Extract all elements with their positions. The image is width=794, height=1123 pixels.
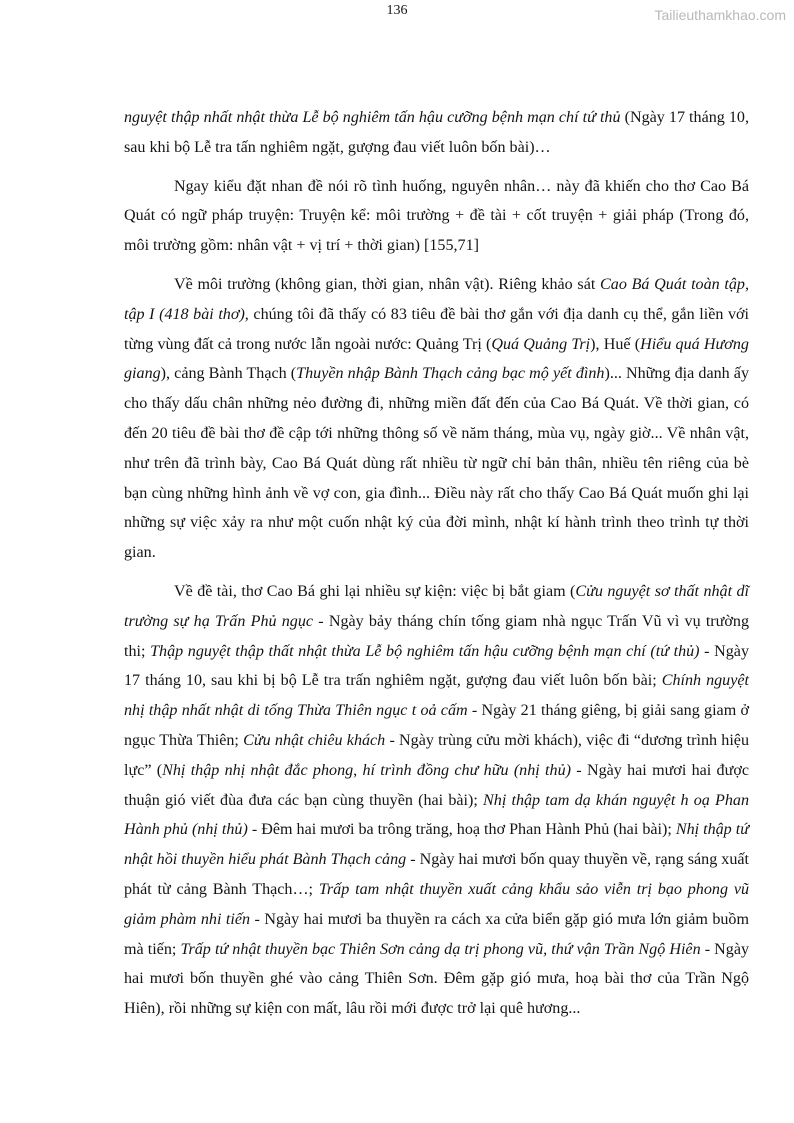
italic-title-run: Trấp tam nhật thuyền xuất cảng khẩu sảo viễn trị bạo phong vũ giảm phàm nhi tiến bbox=[124, 880, 750, 928]
italic-title-run: Cửu nhật chiêu khách bbox=[243, 731, 386, 749]
text-run: - Ngày 17 tháng 10, sau khi bị bộ Lễ tra trấn nghiêm ngặt, gượng đau viết luôn bốn bài; bbox=[124, 642, 749, 690]
italic-title-run: Hiểu quá Hương giang bbox=[124, 335, 749, 383]
paragraph-2 bbox=[124, 172, 749, 261]
italic-title-run: nguyệt thập nhất nhật thừa Lễ bộ nghiêm tấn hậu cưỡng bệnh mạn chí tứ thủ bbox=[124, 109, 621, 126]
text-run: - Ngày hai mươi ba thuyền ra cách xa cửa biển gặp gió mưa lớn giảm buồm mà tiến; bbox=[124, 910, 749, 958]
text-run: ), Huế ( bbox=[590, 335, 641, 353]
paragraph-1 bbox=[124, 103, 749, 163]
italic-title-run: Thập nguyệt thập thất nhật thừa Lễ bộ nghiêm tấn hậu cưỡng bệnh mạn chí (tứ thủ) bbox=[150, 642, 700, 660]
italic-title-run: Thuyền nhập Bành Thạch cảng bạc mộ yết đình bbox=[296, 365, 605, 383]
text-run: (Ngày 17 tháng 10, sau khi bộ Lễ tra tấn nghiêm ngặt, gượng đau viết luôn bốn bài)… bbox=[124, 109, 750, 156]
italic-title-run: Quá Quảng Trị bbox=[491, 335, 591, 353]
italic-title-run: Chính nguyệt nhị thập nhất nhật di tống Thừa Thiên ngục t oả cấm bbox=[124, 672, 749, 720]
paragraph-3 bbox=[124, 270, 749, 568]
italic-title-run: Nhị thập tứ nhật hồi thuyền hiểu phát Bành Thạch cảng bbox=[124, 821, 750, 869]
page-number: 136 bbox=[386, 3, 408, 18]
document-body bbox=[124, 103, 749, 1024]
text-run: - Ngày trùng cửu mời khách), việc đi “dương trình hiệu lực” ( bbox=[124, 731, 749, 779]
text-run: Ngay kiểu đặt nhan đề nói rõ tình huống, nguyên nhân… này đã khiến cho thơ Cao Bá Quát có ngữ pháp truyện: Truyện kể: môi trường + đề tài + cốt truyện + giải pháp (Trong đó, môi trường gồm: nhân vật + vị trí + thời gian) [155,71] bbox=[124, 177, 749, 255]
text-run: - Ngày 21 tháng giêng, bị giải sang giam ở ngục Thừa Thiên; bbox=[124, 702, 749, 749]
italic-title-run: Cửu nguyệt sơ thất nhật dĩ trường sự hạ Trấn Phủ ngục bbox=[124, 582, 749, 630]
text-run: - Ngày hai mươi bốn thuyền ghé vào cảng Thiên Sơn. Đêm gặp gió mưa, hoạ bài thơ của Trần Ngộ Hiên), rồi những sự kiện con mất, lâu rồi mới được trở lại quê hương... bbox=[124, 940, 750, 1018]
text-run: ), cảng Bành Thạch ( bbox=[160, 365, 297, 383]
text-run: - Ngày hai mươi hai được thuận gió viết đùa đưa các bạn cùng thuyền (hai bài); bbox=[124, 761, 749, 809]
text-run: - Ngày hai mươi bốn quay thuyền về, rạng sáng xuất phát từ cảng Bành Thạch…; bbox=[124, 851, 749, 898]
text-run: )... Những địa danh ấy cho thấy dấu chân những nẻo đường đi, những miền đất đến của Cao Bá Quát. Về thời gian, có đến 20 tiêu đề bài thơ đề cập tới những thông số về năm tháng, mùa vụ, ngày giờ... Về nhân vật, như trên đã trình bày, Cao Bá Quát dùng rất nhiều từ ngữ chỉ bản thân, nhiều tên riêng của bè bạn cùng những hình ảnh về vợ con, gia đình... Điều này rất cho thấy Cao Bá Quát muốn ghi lại những sự việc xảy ra như một cuốn nhật ký của đời mình, nhật kí hành trình theo trình tự thời gian. bbox=[124, 365, 749, 562]
paragraph-4 bbox=[124, 577, 749, 1024]
watermark: Tailieuthamkhao.com bbox=[654, 7, 786, 23]
italic-title-run: Nhị thập nhị nhật đắc phong, hí trình đồng chư hữu (nhị thủ) bbox=[162, 761, 571, 779]
italic-title-run: Cao Bá Quát toàn tập, tập I (418 bài thơ), bbox=[124, 275, 749, 323]
text-run: chúng tôi đã thấy có 83 tiêu đề bài thơ gắn với địa danh cụ thể, gắn liền với từng vùng đất cả trong nước lẫn ngoài nước: Quảng Trị ( bbox=[124, 305, 750, 353]
italic-title-run: Nhị thập tam dạ khán nguyệt h oạ Phan Hành phủ (nhị thủ) bbox=[124, 791, 749, 839]
text-run: - Đêm hai mươi ba trông trăng, hoạ thơ Phan Hành Phủ (hai bài); bbox=[247, 821, 676, 839]
italic-title-run: Trấp tứ nhật thuyền bạc Thiên Sơn cảng dạ trị phong vũ, thứ vận Trần Ngộ Hiên bbox=[180, 940, 701, 958]
text-run: Về môi trường (không gian, thời gian, nhân vật). Riêng khảo sát bbox=[174, 275, 601, 293]
text-run: - Ngày bảy tháng chín tống giam nhà ngục Trấn Vũ vì vụ trường thi; bbox=[124, 612, 749, 660]
text-run: Về đề tài, thơ Cao Bá ghi lại nhiều sự kiện: việc bị bắt giam ( bbox=[174, 582, 576, 600]
